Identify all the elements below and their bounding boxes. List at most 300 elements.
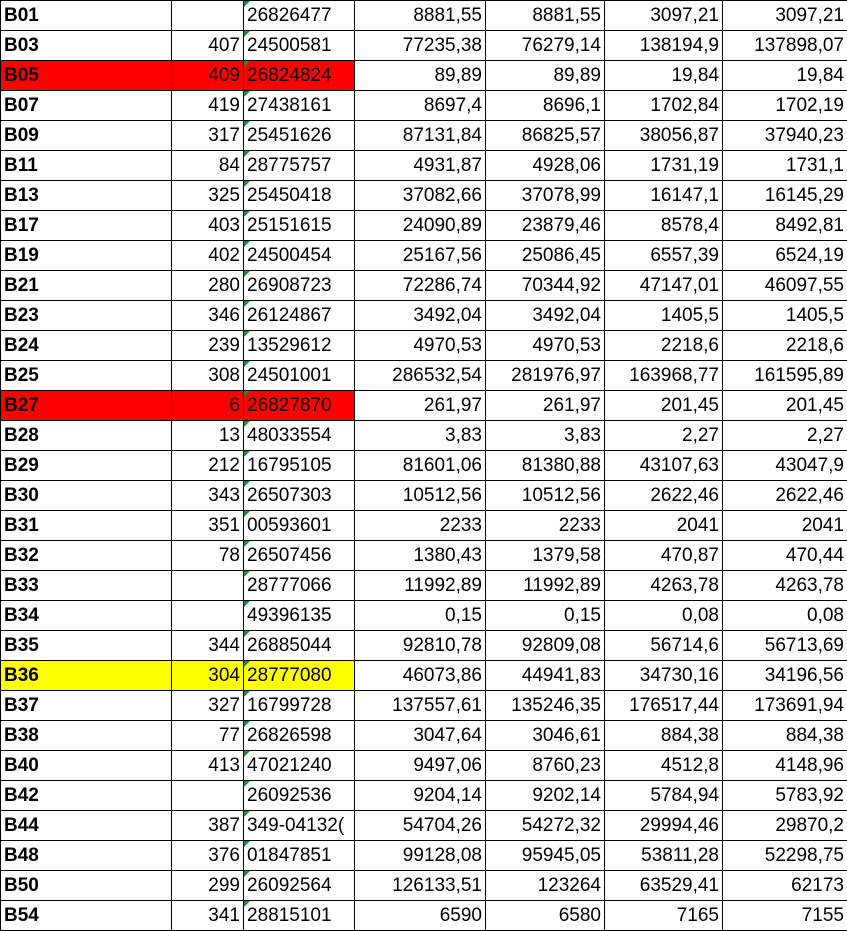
value-cell-2[interactable]: 92809,08 <box>486 631 605 661</box>
value-cell-2[interactable]: 9202,14 <box>486 781 605 811</box>
id-cell[interactable] <box>244 241 355 271</box>
value-cell-4[interactable]: 3097,21 <box>723 1 847 31</box>
id-text: 25451626 <box>247 125 332 146</box>
id-text: 24501001 <box>247 365 332 386</box>
value-cell-3[interactable]: 63529,41 <box>605 871 723 901</box>
value-cell-1[interactable]: 261,97 <box>355 391 486 421</box>
value-cell-1[interactable]: 46073,86 <box>355 661 486 691</box>
id-cell[interactable] <box>244 511 355 541</box>
value-cell-1[interactable]: 6590 <box>355 901 486 931</box>
error-indicator-icon <box>244 121 250 127</box>
id-text: 24500581 <box>247 35 332 56</box>
value-cell-4[interactable]: 2622,46 <box>723 481 847 511</box>
value-cell-3[interactable]: 1731,19 <box>605 151 723 181</box>
id-text: 26827870 <box>247 395 332 416</box>
value-cell-1[interactable]: 8697,4 <box>355 91 486 121</box>
number-cell[interactable]: 409 <box>172 61 244 91</box>
value-cell-3[interactable]: 884,38 <box>605 721 723 751</box>
value-cell-4[interactable]: 37940,23 <box>723 121 847 151</box>
id-cell[interactable] <box>244 31 355 61</box>
value-cell-4[interactable]: 29870,2 <box>723 811 847 841</box>
id-cell[interactable] <box>244 271 355 301</box>
number-cell[interactable]: 304 <box>172 661 244 691</box>
code-cell[interactable]: B28 <box>1 421 172 451</box>
number-cell[interactable]: 299 <box>172 871 244 901</box>
number-cell[interactable]: 6 <box>172 391 244 421</box>
number-cell[interactable]: 341 <box>172 901 244 931</box>
value-cell-4[interactable]: 62173 <box>723 871 847 901</box>
id-text: 28777066 <box>247 575 332 596</box>
value-cell-1[interactable]: 2233 <box>355 511 486 541</box>
value-cell-3[interactable]: 2218,6 <box>605 331 723 361</box>
value-cell-4[interactable]: 43047,9 <box>723 451 847 481</box>
error-indicator-icon <box>244 841 250 847</box>
number-cell[interactable]: 407 <box>172 31 244 61</box>
error-indicator-icon <box>244 61 250 67</box>
value-cell-4[interactable]: 201,45 <box>723 391 847 421</box>
id-text: 28815101 <box>247 905 332 926</box>
table-row <box>1 61 847 91</box>
id-cell[interactable] <box>244 661 355 691</box>
table-row <box>1 601 847 631</box>
table-row <box>1 511 847 541</box>
id-cell[interactable] <box>244 361 355 391</box>
table-row <box>1 151 847 181</box>
table-row <box>1 841 847 871</box>
id-cell[interactable] <box>244 181 355 211</box>
error-indicator-icon <box>244 721 250 727</box>
value-cell-2[interactable]: 37078,99 <box>486 181 605 211</box>
value-cell-1[interactable]: 10512,56 <box>355 481 486 511</box>
value-cell-1[interactable]: 126133,51 <box>355 871 486 901</box>
value-cell-3[interactable]: 1405,5 <box>605 301 723 331</box>
value-cell-1[interactable]: 9497,06 <box>355 751 486 781</box>
code-cell[interactable]: B36 <box>1 661 172 691</box>
error-indicator-icon <box>244 511 250 517</box>
id-text: 26826477 <box>247 5 332 26</box>
value-cell-3[interactable]: 38056,87 <box>605 121 723 151</box>
value-cell-4[interactable]: 4263,78 <box>723 571 847 601</box>
id-cell[interactable] <box>244 121 355 151</box>
value-cell-3[interactable]: 2,27 <box>605 421 723 451</box>
value-cell-1[interactable]: 9204,14 <box>355 781 486 811</box>
value-cell-3[interactable]: 163968,77 <box>605 361 723 391</box>
id-cell[interactable] <box>244 331 355 361</box>
value-cell-3[interactable]: 201,45 <box>605 391 723 421</box>
value-cell-3[interactable]: 19,84 <box>605 61 723 91</box>
value-cell-3[interactable]: 8578,4 <box>605 211 723 241</box>
value-cell-2[interactable]: 8760,23 <box>486 751 605 781</box>
table-row <box>1 631 847 661</box>
number-cell[interactable]: 419 <box>172 91 244 121</box>
value-cell-1[interactable]: 99128,08 <box>355 841 486 871</box>
number-cell[interactable]: 317 <box>172 121 244 151</box>
value-cell-4[interactable]: 2041 <box>723 511 847 541</box>
value-cell-1[interactable]: 87131,84 <box>355 121 486 151</box>
number-cell[interactable] <box>172 601 244 631</box>
value-cell-1[interactable]: 89,89 <box>355 61 486 91</box>
value-cell-2[interactable]: 44941,83 <box>486 661 605 691</box>
value-cell-2[interactable]: 54272,32 <box>486 811 605 841</box>
number-cell[interactable]: 413 <box>172 751 244 781</box>
code-cell[interactable]: B32 <box>1 541 172 571</box>
error-indicator-icon <box>244 451 250 457</box>
number-cell[interactable]: 212 <box>172 451 244 481</box>
id-cell[interactable] <box>244 871 355 901</box>
id-cell[interactable] <box>244 451 355 481</box>
value-cell-2[interactable]: 3,83 <box>486 421 605 451</box>
value-cell-2[interactable]: 3492,04 <box>486 301 605 331</box>
value-cell-2[interactable]: 281976,97 <box>486 361 605 391</box>
number-cell[interactable]: 402 <box>172 241 244 271</box>
number-cell[interactable]: 325 <box>172 181 244 211</box>
id-cell[interactable] <box>244 751 355 781</box>
value-cell-2[interactable]: 11992,89 <box>486 571 605 601</box>
value-cell-2[interactable]: 4970,53 <box>486 331 605 361</box>
number-cell[interactable] <box>172 571 244 601</box>
table-row <box>1 541 847 571</box>
value-cell-3[interactable]: 43107,63 <box>605 451 723 481</box>
value-cell-1[interactable]: 25167,56 <box>355 241 486 271</box>
error-indicator-icon <box>244 271 250 277</box>
code-cell[interactable]: B25 <box>1 361 172 391</box>
error-indicator-icon <box>244 601 250 607</box>
error-indicator-icon <box>244 361 250 367</box>
number-cell[interactable]: 343 <box>172 481 244 511</box>
number-cell[interactable]: 387 <box>172 811 244 841</box>
value-cell-2[interactable]: 135246,35 <box>486 691 605 721</box>
code-cell[interactable]: B05 <box>1 61 172 91</box>
id-text: 01847851 <box>247 845 332 866</box>
value-cell-3[interactable]: 1702,84 <box>605 91 723 121</box>
id-text: 28777080 <box>247 665 332 686</box>
value-cell-1[interactable]: 81601,06 <box>355 451 486 481</box>
number-cell[interactable]: 344 <box>172 631 244 661</box>
value-cell-1[interactable]: 1380,43 <box>355 541 486 571</box>
value-cell-1[interactable]: 11992,89 <box>355 571 486 601</box>
number-cell[interactable]: 376 <box>172 841 244 871</box>
code-cell[interactable]: B23 <box>1 301 172 331</box>
number-cell[interactable]: 327 <box>172 691 244 721</box>
value-cell-3[interactable]: 56714,6 <box>605 631 723 661</box>
value-cell-1[interactable]: 4970,53 <box>355 331 486 361</box>
table-row <box>1 31 847 61</box>
id-text: 26885044 <box>247 635 332 656</box>
table-row <box>1 391 847 421</box>
number-cell[interactable]: 346 <box>172 301 244 331</box>
value-cell-4[interactable]: 19,84 <box>723 61 847 91</box>
error-indicator-icon <box>244 301 250 307</box>
value-cell-3[interactable]: 4512,8 <box>605 751 723 781</box>
error-indicator-icon <box>244 901 250 907</box>
code-cell[interactable]: B09 <box>1 121 172 151</box>
table-row <box>1 661 847 691</box>
value-cell-4[interactable]: 161595,89 <box>723 361 847 391</box>
code-cell[interactable]: B31 <box>1 511 172 541</box>
id-cell[interactable] <box>244 211 355 241</box>
value-cell-3[interactable]: 6557,39 <box>605 241 723 271</box>
value-cell-1[interactable]: 77235,38 <box>355 31 486 61</box>
value-cell-4[interactable]: 1731,1 <box>723 151 847 181</box>
id-text: 48033554 <box>247 425 332 446</box>
value-cell-2[interactable]: 8881,55 <box>486 1 605 31</box>
value-cell-4[interactable]: 16145,29 <box>723 181 847 211</box>
value-cell-4[interactable]: 0,08 <box>723 601 847 631</box>
number-cell[interactable] <box>172 1 244 31</box>
table-row <box>1 91 847 121</box>
number-cell[interactable] <box>172 781 244 811</box>
id-text: 47021240 <box>247 755 332 776</box>
table-row <box>1 361 847 391</box>
id-text: 16795105 <box>247 455 332 476</box>
table-row <box>1 1 847 31</box>
id-cell[interactable] <box>244 691 355 721</box>
error-indicator-icon <box>244 751 250 757</box>
table-body <box>1 1 847 931</box>
code-cell[interactable]: B13 <box>1 181 172 211</box>
table-row <box>1 271 847 301</box>
error-indicator-icon <box>244 211 250 217</box>
value-cell-2[interactable]: 261,97 <box>486 391 605 421</box>
id-text: 49396135 <box>247 605 332 626</box>
error-indicator-icon <box>244 391 250 397</box>
id-cell[interactable] <box>244 631 355 661</box>
value-cell-4[interactable]: 5783,92 <box>723 781 847 811</box>
id-text: 26124867 <box>247 305 332 326</box>
number-cell[interactable]: 351 <box>172 511 244 541</box>
table-row <box>1 301 847 331</box>
error-indicator-icon <box>244 661 250 667</box>
code-cell[interactable]: B21 <box>1 271 172 301</box>
id-cell[interactable] <box>244 1 355 31</box>
value-cell-4[interactable]: 8492,81 <box>723 211 847 241</box>
value-cell-2[interactable]: 4928,06 <box>486 151 605 181</box>
table-row <box>1 121 847 151</box>
id-cell[interactable] <box>244 151 355 181</box>
value-cell-1[interactable]: 72286,74 <box>355 271 486 301</box>
value-cell-2[interactable]: 123264 <box>486 871 605 901</box>
error-indicator-icon <box>244 241 250 247</box>
value-cell-3[interactable]: 47147,01 <box>605 271 723 301</box>
code-cell[interactable]: B03 <box>1 31 172 61</box>
value-cell-1[interactable]: 3047,64 <box>355 721 486 751</box>
code-cell[interactable]: B24 <box>1 331 172 361</box>
table-row <box>1 421 847 451</box>
id-cell[interactable] <box>244 811 355 841</box>
value-cell-1[interactable]: 92810,78 <box>355 631 486 661</box>
value-cell-1[interactable]: 0,15 <box>355 601 486 631</box>
value-cell-4[interactable]: 1405,5 <box>723 301 847 331</box>
value-cell-4[interactable]: 6524,19 <box>723 241 847 271</box>
number-cell[interactable]: 77 <box>172 721 244 751</box>
value-cell-4[interactable]: 173691,94 <box>723 691 847 721</box>
value-cell-3[interactable]: 34730,16 <box>605 661 723 691</box>
value-cell-3[interactable]: 2622,46 <box>605 481 723 511</box>
value-cell-4[interactable]: 56713,69 <box>723 631 847 661</box>
value-cell-3[interactable]: 29994,46 <box>605 811 723 841</box>
value-cell-1[interactable]: 3492,04 <box>355 301 486 331</box>
error-indicator-icon <box>244 91 250 97</box>
id-cell[interactable] <box>244 601 355 631</box>
error-indicator-icon <box>244 541 250 547</box>
code-cell[interactable]: B44 <box>1 811 172 841</box>
id-text: 26507456 <box>247 545 332 566</box>
number-cell[interactable]: 84 <box>172 151 244 181</box>
id-text: 25450418 <box>247 185 332 206</box>
number-cell[interactable]: 239 <box>172 331 244 361</box>
value-cell-3[interactable]: 5784,94 <box>605 781 723 811</box>
code-cell[interactable]: B01 <box>1 1 172 31</box>
id-text: 28775757 <box>247 155 332 176</box>
value-cell-3[interactable]: 0,08 <box>605 601 723 631</box>
code-cell[interactable]: B19 <box>1 241 172 271</box>
value-cell-3[interactable]: 2041 <box>605 511 723 541</box>
table-row <box>1 211 847 241</box>
value-cell-4[interactable]: 7155 <box>723 901 847 931</box>
value-cell-1[interactable]: 37082,66 <box>355 181 486 211</box>
value-cell-2[interactable]: 86825,57 <box>486 121 605 151</box>
id-cell[interactable] <box>244 721 355 751</box>
code-cell[interactable]: B50 <box>1 871 172 901</box>
id-text: 13529612 <box>247 335 332 356</box>
code-cell[interactable]: B38 <box>1 721 172 751</box>
value-cell-2[interactable]: 2233 <box>486 511 605 541</box>
id-text: 24500454 <box>247 245 332 266</box>
code-cell[interactable]: B35 <box>1 631 172 661</box>
value-cell-2[interactable]: 6580 <box>486 901 605 931</box>
id-text: 00593601 <box>247 515 332 536</box>
code-cell[interactable]: B17 <box>1 211 172 241</box>
code-cell[interactable]: B27 <box>1 391 172 421</box>
id-text: 26908723 <box>247 275 332 296</box>
number-cell[interactable]: 280 <box>172 271 244 301</box>
error-indicator-icon <box>244 691 250 697</box>
value-cell-4[interactable]: 46097,55 <box>723 271 847 301</box>
id-cell[interactable] <box>244 901 355 931</box>
code-cell[interactable]: B29 <box>1 451 172 481</box>
value-cell-4[interactable]: 4148,96 <box>723 751 847 781</box>
id-cell[interactable] <box>244 391 355 421</box>
value-cell-4[interactable]: 884,38 <box>723 721 847 751</box>
value-cell-2[interactable]: 3046,61 <box>486 721 605 751</box>
value-cell-3[interactable]: 7165 <box>605 901 723 931</box>
value-cell-2[interactable]: 89,89 <box>486 61 605 91</box>
code-cell[interactable]: B54 <box>1 901 172 931</box>
value-cell-4[interactable]: 52298,75 <box>723 841 847 871</box>
value-cell-1[interactable]: 8881,55 <box>355 1 486 31</box>
code-cell[interactable]: B40 <box>1 751 172 781</box>
id-cell[interactable] <box>244 541 355 571</box>
value-cell-3[interactable]: 16147,1 <box>605 181 723 211</box>
id-cell[interactable] <box>244 91 355 121</box>
error-indicator-icon <box>244 871 250 877</box>
value-cell-1[interactable]: 54704,26 <box>355 811 486 841</box>
id-cell[interactable] <box>244 841 355 871</box>
value-cell-3[interactable]: 3097,21 <box>605 1 723 31</box>
id-text: 349-04132( <box>247 815 345 836</box>
code-cell[interactable]: B11 <box>1 151 172 181</box>
value-cell-1[interactable]: 3,83 <box>355 421 486 451</box>
value-cell-1[interactable]: 24090,89 <box>355 211 486 241</box>
error-indicator-icon <box>244 631 250 637</box>
value-cell-2[interactable]: 95945,05 <box>486 841 605 871</box>
table-row <box>1 241 847 271</box>
value-cell-2[interactable]: 70344,92 <box>486 271 605 301</box>
code-cell[interactable]: B48 <box>1 841 172 871</box>
error-indicator-icon <box>244 781 250 787</box>
id-text: 26092564 <box>247 875 332 896</box>
code-cell[interactable]: B34 <box>1 601 172 631</box>
table-row <box>1 331 847 361</box>
table-row <box>1 901 847 931</box>
value-cell-3[interactable]: 53811,28 <box>605 841 723 871</box>
value-cell-4[interactable]: 2,27 <box>723 421 847 451</box>
value-cell-1[interactable]: 286532,54 <box>355 361 486 391</box>
id-cell[interactable] <box>244 481 355 511</box>
value-cell-3[interactable]: 4263,78 <box>605 571 723 601</box>
error-indicator-icon <box>244 571 250 577</box>
value-cell-2[interactable]: 10512,56 <box>486 481 605 511</box>
table-row <box>1 781 847 811</box>
value-cell-2[interactable]: 25086,45 <box>486 241 605 271</box>
id-text: 26507303 <box>247 485 332 506</box>
id-cell[interactable] <box>244 571 355 601</box>
id-cell[interactable] <box>244 301 355 331</box>
code-cell[interactable]: B42 <box>1 781 172 811</box>
error-indicator-icon <box>244 421 250 427</box>
table-row <box>1 751 847 781</box>
value-cell-2[interactable]: 76279,14 <box>486 31 605 61</box>
code-cell[interactable]: B33 <box>1 571 172 601</box>
value-cell-4[interactable]: 470,44 <box>723 541 847 571</box>
id-cell[interactable] <box>244 781 355 811</box>
error-indicator-icon <box>244 151 250 157</box>
code-cell[interactable]: B30 <box>1 481 172 511</box>
value-cell-1[interactable]: 137557,61 <box>355 691 486 721</box>
value-cell-2[interactable]: 1379,58 <box>486 541 605 571</box>
value-cell-2[interactable]: 23879,46 <box>486 211 605 241</box>
value-cell-3[interactable]: 138194,9 <box>605 31 723 61</box>
number-cell[interactable]: 13 <box>172 421 244 451</box>
value-cell-2[interactable]: 81380,88 <box>486 451 605 481</box>
value-cell-3[interactable]: 470,87 <box>605 541 723 571</box>
value-cell-4[interactable]: 1702,19 <box>723 91 847 121</box>
number-cell[interactable]: 78 <box>172 541 244 571</box>
table-row <box>1 691 847 721</box>
value-cell-4[interactable]: 2218,6 <box>723 331 847 361</box>
id-text: 26092536 <box>247 785 332 806</box>
number-cell[interactable]: 308 <box>172 361 244 391</box>
table-row <box>1 871 847 901</box>
table-row <box>1 811 847 841</box>
value-cell-4[interactable]: 34196,56 <box>723 661 847 691</box>
id-text: 26824824 <box>247 65 332 86</box>
error-indicator-icon <box>244 811 250 817</box>
id-text: 26826598 <box>247 725 332 746</box>
id-text: 25151615 <box>247 215 332 236</box>
error-indicator-icon <box>244 1 250 7</box>
number-cell[interactable]: 403 <box>172 211 244 241</box>
code-cell[interactable]: B37 <box>1 691 172 721</box>
value-cell-3[interactable]: 176517,44 <box>605 691 723 721</box>
id-cell[interactable] <box>244 421 355 451</box>
value-cell-4[interactable]: 137898,07 <box>723 31 847 61</box>
value-cell-1[interactable]: 4931,87 <box>355 151 486 181</box>
value-cell-2[interactable]: 8696,1 <box>486 91 605 121</box>
id-cell[interactable] <box>244 61 355 91</box>
code-cell[interactable]: B07 <box>1 91 172 121</box>
value-cell-2[interactable]: 0,15 <box>486 601 605 631</box>
